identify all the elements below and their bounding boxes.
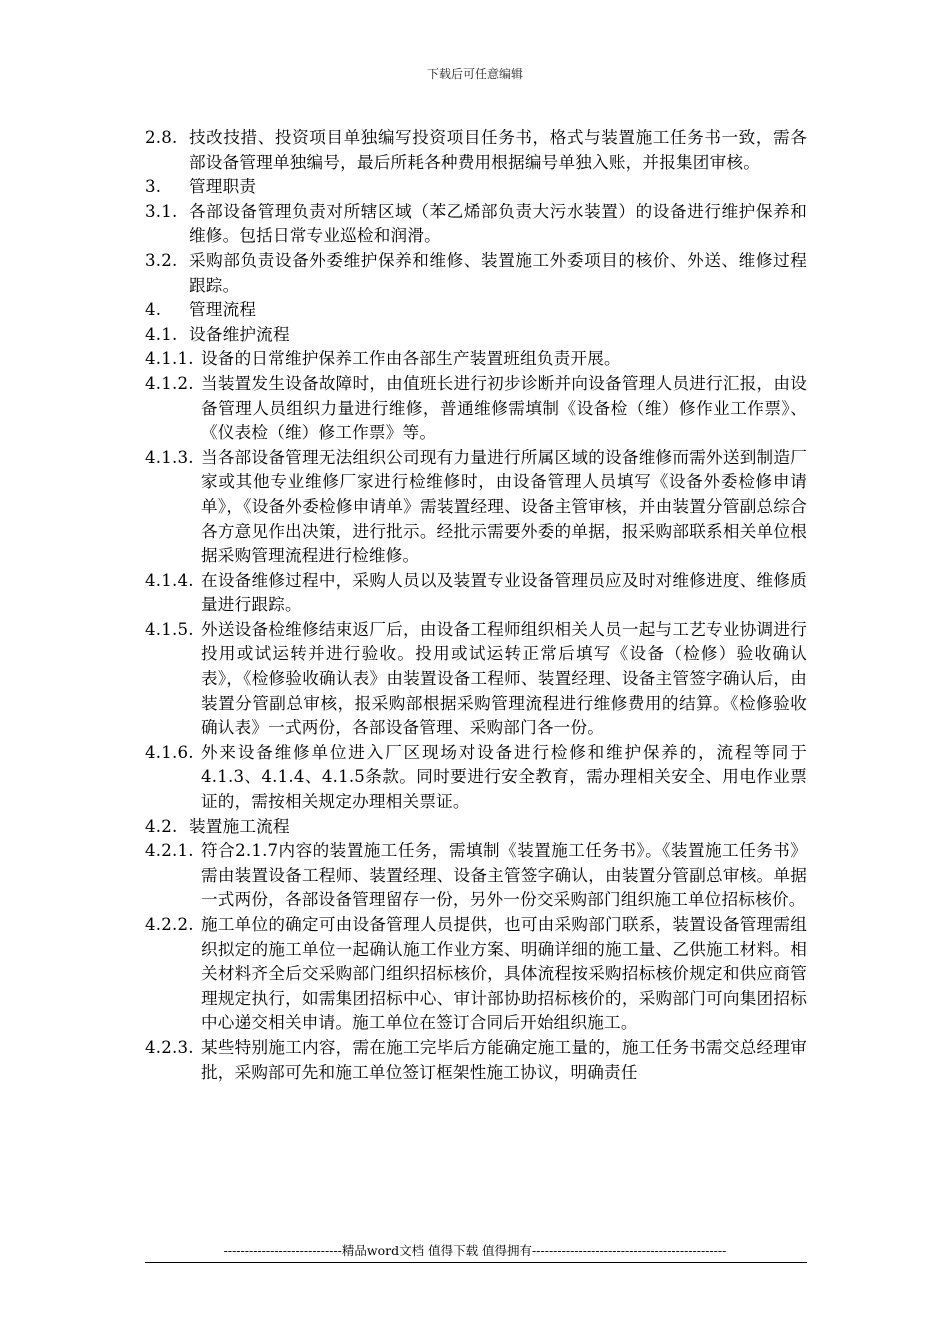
subsection-heading <box>145 323 807 348</box>
item-text: 管理职责 <box>189 177 257 197</box>
document-body <box>145 126 807 1085</box>
list-item <box>145 839 807 913</box>
item-number: 3.2. <box>145 250 178 270</box>
item-text: 各部设备管理负责对所辖区域（苯乙烯部负责大污水装置）的设备进行维护保养和维修。包括日常专业巡检和润滑。 <box>189 201 807 246</box>
item-text: 当装置发生设备故障时，由值班长进行初步诊断并向设备管理人员进行汇报，由设备管理人员组织力量进行维修，普通维修需填制《设备检（维）修作业工作票》、《仪表检（维）修工作票》等。 <box>201 373 807 443</box>
item-number: 4.2.1. <box>145 841 194 861</box>
item-number: 4. <box>145 300 162 320</box>
item-text: 技改技措、投资项目单独编写投资项目任务书，格式与装置施工任务书一致，需各部设备管理单独编号，最后所耗各种费用根据编号单独入账，并报集团审核。 <box>189 128 807 172</box>
item-number: 4.2. <box>145 816 178 836</box>
item-number: 4.2.3. <box>145 1037 194 1057</box>
item-number: 4.2.2. <box>145 915 194 934</box>
item-text: 外来设备维修单位进入厂区现场对设备进行检修和维护保养的，流程等同于4.1.3、4.1.4、4.1.5条款。同时要进行安全教育，需办理相关安全、用电作业票证的，需按相关规定办理相关票证。 <box>201 742 807 812</box>
list-item <box>145 200 807 249</box>
list-item <box>145 741 807 815</box>
item-number: 4.1.2. <box>145 373 194 393</box>
item-text: 管理流程 <box>189 300 257 320</box>
item-text: 外送设备检维修结束返厂后，由设备工程师组织相关人员一起与工艺专业协调进行投用或试运转并进行验收。投用或试运转正常后填写《设备（检修）验收确认表》，《检修验收确认表》由装置设备工程师、装置经理、设备主管签字确认后，由装置分管副总审核，报采购部根据采购管理流程进行维修费用的结算。《检修验收确认表》一式两份，各部设备管理、采购部门各一份。 <box>201 619 807 738</box>
item-number: 4.1.3. <box>145 447 194 467</box>
item-text: 设备维护流程 <box>189 324 290 344</box>
item-number: 2.8. <box>145 128 178 147</box>
footer-rule <box>145 1262 807 1263</box>
page-footer: ----------------------------精品word文档 值得下载 值得拥有---------------------------------------------- <box>223 1243 727 1258</box>
list-item <box>145 618 807 741</box>
subsection-heading <box>145 815 807 840</box>
item-text: 当各部设备管理无法组织公司现有力量进行所属区域的设备维修而需外送到制造厂家或其他专业维修厂家进行检维修时，由设备管理人员填写《设备外委检修申请单》，《设备外委检修申请单》需装置经理、设备主管审核，并由装置分管副总综合各方意见作出决策，进行批示。经批示需要外委的单据，报采购部联系相关单位根据采购管理流程进行检维修。 <box>201 447 807 566</box>
item-number: 3.1. <box>145 201 178 221</box>
item-number: 4.1. <box>145 324 178 344</box>
list-item <box>145 372 807 446</box>
item-text: 装置施工流程 <box>189 816 290 836</box>
item-number: 4.1.4. <box>145 570 194 590</box>
page-header: 下载后可任意编辑 <box>426 67 523 81</box>
section-heading <box>145 175 807 200</box>
item-text: 采购部负责设备外委维护保养和维修、装置施工外委项目的核价、外送、维修过程跟踪。 <box>189 250 807 295</box>
list-item <box>145 913 807 1036</box>
list-item <box>145 446 807 569</box>
list-item <box>145 569 807 618</box>
item-text: 在设备维修过程中，采购人员以及装置专业设备管理员应及时对维修进度、维修质量进行跟踪。 <box>201 570 807 615</box>
item-number: 3. <box>145 177 162 197</box>
item-number: 4.1.6. <box>145 742 194 762</box>
item-text: 施工单位的确定可由设备管理人员提供，也可由采购部门联系，装置设备管理需组织拟定的施工单位一起确认施工作业方案、明确详细的施工量、乙供施工材料。相关材料齐全后交采购部门组织招标核价，具体流程按采购招标核价规定和供应商管理规定执行，如需集团招标中心、审计部协助招标核价的，采购部门可向集团招标中心递交相关申请。施工单位在签订合同后开始组织施工。 <box>201 915 807 1033</box>
item-number: 4.1.5. <box>145 619 194 639</box>
list-item <box>145 347 807 372</box>
list-item <box>145 1036 807 1085</box>
list-item <box>145 126 807 175</box>
item-text: 设备的日常维护保养工作由各部生产装置班组负责开展。 <box>201 349 621 369</box>
item-number: 4.1.1. <box>145 349 194 369</box>
section-heading <box>145 298 807 323</box>
item-text: 某些特别施工内容，需在施工完毕后方能确定施工量的，施工任务书需交总经理审批，采购部可先和施工单位签订框架性施工协议，明确责任 <box>201 1037 807 1082</box>
list-item <box>145 249 807 298</box>
item-text: 符合2.1.7内容的装置施工任务，需填制《装置施工任务书》。《装置施工任务书》需由装置设备工程师、装置经理、设备主管签字确认，由装置分管副总审核。单据一式两份，各部设备管理留存一份，另外一份交采购部门组织施工单位招标核价。 <box>201 841 807 910</box>
